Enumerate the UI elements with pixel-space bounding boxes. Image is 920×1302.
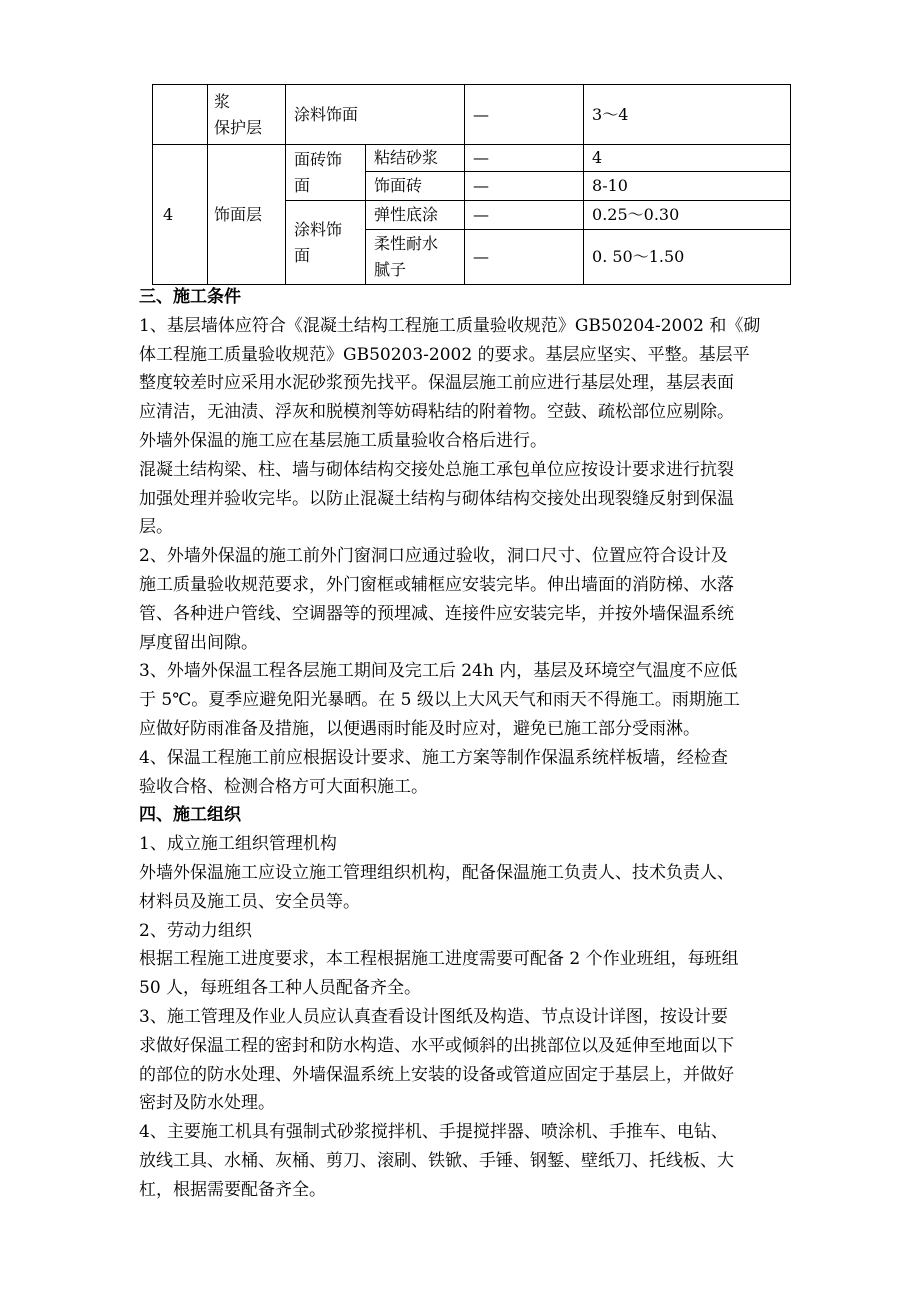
paragraph-line: 的部位的防水处理、外墙保温系统上安装的设备或管道应固定于基层上，并做好 [139, 1064, 734, 1085]
paragraph-line: 根据工程施工进度要求，本工程根据施工进度需要可配备 2 个作业班组，每班组 [139, 949, 739, 970]
table-cell: 4 [153, 145, 208, 285]
paragraph-line: 体工程施工质量验收规范》GB50203-2002 的要求。基层应坚实、平整。基层平 [139, 344, 750, 365]
table-cell: 0. 50～1.50 [584, 230, 791, 285]
table-cell [153, 85, 208, 145]
table-cell: 面砖饰 面 [286, 145, 366, 201]
paragraph-line: 厚度留出间隙。 [139, 632, 258, 653]
table-cell: — [465, 172, 584, 201]
paragraph-line: 应做好防雨准备及措施，以便遇雨时能及时应对，避免已施工部分受雨淋。 [139, 718, 700, 739]
paragraph-line: 1、成立施工组织管理机构 [139, 834, 337, 855]
paragraph-line: 混凝土结构梁、柱、墙与砌体结构交接处总施工承包单位应按设计要求进行抗裂 [139, 459, 734, 480]
table-cell: 柔性耐水 腻子 [366, 230, 465, 285]
table-cell: 8-10 [584, 172, 791, 201]
paragraph-line: 整度较差时应采用水泥砂浆预先找平。保温层施工前应进行基层处理，基层表面 [139, 373, 734, 394]
paragraph-line: 2、劳动力组织 [139, 920, 252, 941]
paragraph-line: 求做好保温工程的密封和防水构造、水平或倾斜的出挑部位以及延伸至地面以下 [139, 1035, 734, 1056]
paragraph-line: 密封及防水处理。 [139, 1093, 275, 1114]
paragraph-line: 2、外墙外保温的施工前外门窗洞口应通过验收，洞口尺寸、位置应符合设计及 [139, 546, 728, 567]
paragraph-line: 1、基层墙体应符合《混凝土结构工程施工质量验收规范》GB50204-2002 和《砌 [139, 315, 761, 336]
table-cell: — [465, 85, 584, 145]
paragraph-line: 加强处理并验收完毕。以防止混凝土结构与砌体结构交接处出现裂缝反射到保温 [139, 488, 734, 509]
paragraph-line: 层。 [139, 517, 173, 538]
paragraph-line: 应清洁，无油渍、浮灰和脱模剂等妨碍粘结的附着物。空鼓、疏松部位应剔除。 [139, 402, 734, 423]
table-cell: 饰面砖 [366, 172, 465, 201]
paragraph-line: 3、施工管理及作业人员应认真查看设计图纸及构造、节点设计详图，按设计要 [139, 1006, 728, 1027]
table-cell: — [465, 230, 584, 285]
table-cell: 0.25～0.30 [584, 201, 791, 230]
paragraph-line: 4、保温工程施工前应根据设计要求、施工方案等制作保温系统样板墙，经检查 [139, 747, 728, 768]
paragraph-line: 验收合格、检测合格方可大面积施工。 [139, 776, 428, 797]
document-body [139, 283, 794, 1205]
table-cell: 4 [584, 145, 791, 172]
paragraph-line: 外墙外保温施工应设立施工管理组织机构，配备保温施工负责人、技术负责人、 [139, 862, 734, 883]
table-cell: — [465, 201, 584, 230]
table-cell: 涂料饰 面 [286, 201, 366, 285]
table-cell: 弹性底涂 [366, 201, 465, 230]
paragraph-line: 放线工具、水桶、灰桶、剪刀、滚刷、铁锨、手锤、钢錾、壁纸刀、托线板、大 [139, 1150, 734, 1171]
paragraph-line: 于 5℃。夏季应避免阳光暴晒。在 5 级以上大风天气和雨天不得施工。雨期施工 [139, 690, 740, 711]
table-cell: — [465, 145, 584, 172]
table-cell: 3～4 [584, 85, 791, 145]
table-cell: 涂料饰面 [286, 85, 465, 145]
table-cell: 饰面层 [208, 145, 286, 285]
table-cell: 粘结砂浆 [366, 145, 465, 172]
paragraph-line: 杠，根据需要配备齐全。 [139, 1179, 326, 1200]
table-row [153, 85, 791, 145]
paragraph-line: 3、外墙外保温工程各层施工期间及完工后 24h 内，基层及环境空气温度不应低 [139, 661, 738, 682]
paragraph-line: 外墙外保温的施工应在基层施工质量验收合格后进行。 [139, 430, 547, 451]
paragraph-line: 50 人，每班组各工种人员配备齐全。 [139, 978, 422, 999]
section-heading: 三、施工条件 [139, 287, 241, 307]
layer-thickness-table [152, 84, 791, 285]
paragraph-line: 管、各种进户管线、空调器等的预埋减、连接件应安装完毕，并按外墙保温系统 [139, 603, 734, 624]
paragraph-line: 4、主要施工机具有强制式砂浆搅拌机、手提搅拌器、喷涂机、手推车、电钻、 [139, 1122, 728, 1143]
table-row [153, 145, 791, 172]
paragraph-line: 材料员及施工员、安全员等。 [139, 891, 360, 912]
section-heading: 四、施工组织 [139, 805, 241, 826]
paragraph-line: 施工质量验收规范要求，外门窗框或辅框应安装完毕。伸出墙面的消防梯、水落 [139, 574, 734, 595]
table-cell: 浆 保护层 [208, 85, 286, 145]
